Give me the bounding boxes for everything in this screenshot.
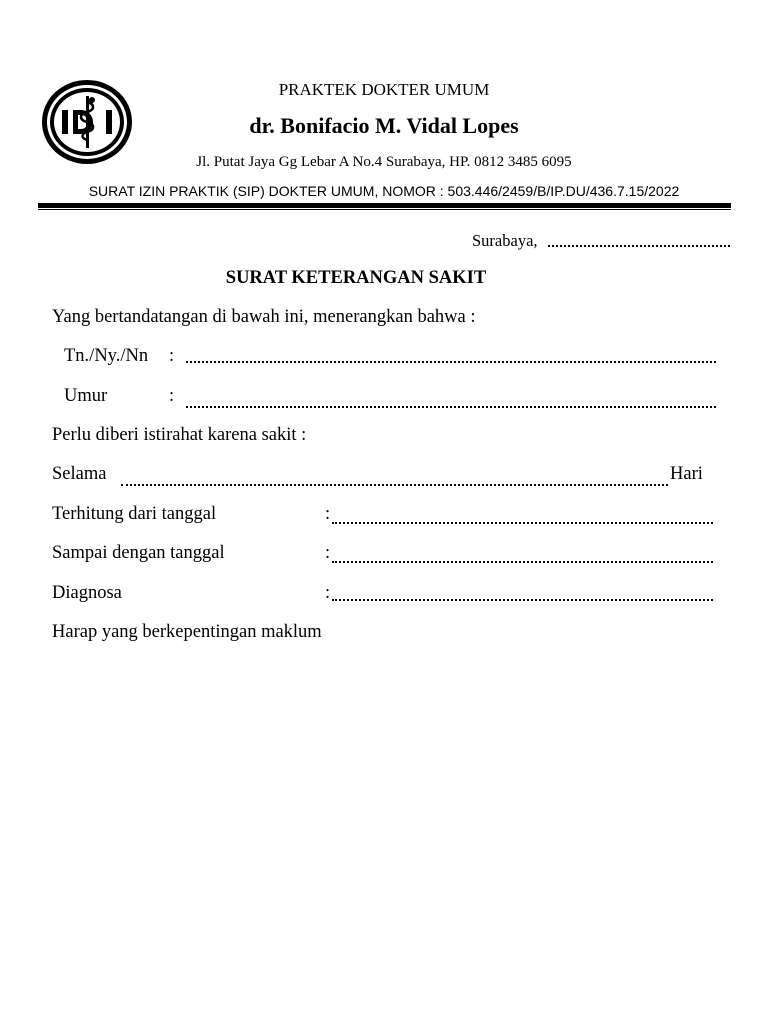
from-date-field[interactable]: [332, 522, 713, 524]
header-divider-thick: [38, 203, 731, 208]
date-field[interactable]: [548, 245, 730, 247]
diagnosis-label: Diagnosa: [52, 583, 122, 603]
name-label: Tn./Ny./Nn: [64, 346, 149, 366]
diagnosis-field[interactable]: [332, 599, 713, 601]
duration-unit: Hari: [670, 464, 703, 484]
from-date-colon: :: [325, 504, 331, 524]
name-colon: :: [169, 346, 175, 366]
document-title: SURAT KETERANGAN SAKIT: [225, 268, 487, 288]
duration-label: Selama: [52, 464, 107, 484]
city-label: Surabaya,: [472, 231, 538, 250]
diagnosis-colon: :: [325, 583, 331, 603]
duration-field[interactable]: [121, 484, 668, 486]
doctor-name: dr. Bonifacio M. Vidal Lopes: [249, 113, 519, 138]
from-date-label: Terhitung dari tanggal: [52, 504, 217, 524]
closing-text: Harap yang berkepentingan maklum: [52, 622, 322, 642]
to-date-field[interactable]: [332, 561, 713, 563]
practice-type: PRAKTEK DOKTER UMUM: [278, 80, 490, 99]
to-date-label: Sampai dengan tanggal: [52, 543, 225, 563]
intro-text: Yang bertandatangan di bawah ini, menerangkan bahwa :: [52, 307, 476, 327]
name-field[interactable]: [186, 361, 716, 363]
header-divider-thin: [38, 209, 731, 210]
practice-address: Jl. Putat Jaya Gg Lebar A No.4 Surabaya, HP. 0812 3485 6095: [196, 154, 572, 170]
license-number: SURAT IZIN PRAKTIK (SIP) DOKTER UMUM, NOMOR : 503.446/2459/B/IP.DU/436.7.15/2022: [88, 183, 680, 199]
rest-reason-text: Perlu diberi istirahat karena sakit :: [52, 425, 307, 445]
to-date-colon: :: [325, 543, 331, 563]
svg-text:IDI: IDI: [87, 168, 89, 169]
age-colon: :: [169, 386, 175, 406]
age-label: Umur: [64, 386, 108, 406]
age-field[interactable]: [186, 406, 716, 408]
